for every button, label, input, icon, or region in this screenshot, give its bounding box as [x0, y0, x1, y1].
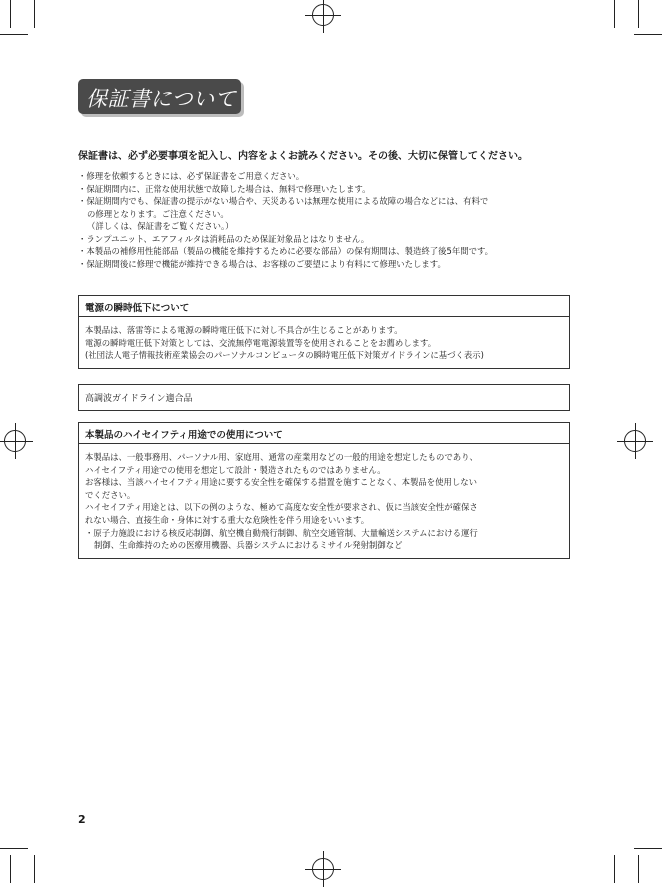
- high-safety-box: [78, 422, 570, 559]
- crop-mark: [614, 855, 615, 883]
- power-dip-box: [78, 295, 570, 369]
- lead-text: 保証書は、必ず必要事項を記入し、内容をよくお読みください。その後、大切に保管してください。: [78, 151, 528, 162]
- crop-mark: [634, 848, 662, 849]
- section-title: 保証書について: [86, 87, 237, 111]
- high-safety-line: 制御、生命維持のための医療用機器、兵器システムにおけるミサイル発射制御など: [94, 540, 403, 551]
- high-safety-line: ハイセイフティ用途での使用を想定して設計・製造されたものではありません。: [85, 464, 386, 475]
- power-dip-line: 本製品は、落雷等による電源の瞬時電圧低下に対し不具合が生じることがあります。: [85, 325, 403, 335]
- bullet-line: ・保証期間内に、正常な使用状態で故障した場合は、無料で修理いたします。: [78, 183, 371, 194]
- page-number: 2: [78, 813, 86, 826]
- bullet-line: ・ランプユニット、エアフィルタは消耗品のため保証対象品とはなりません。: [78, 233, 370, 244]
- registration-mark-right: [624, 430, 646, 452]
- high-safety-line: 本製品は、一般事務用、パーソナル用、家庭用、通常の産業用などの一般的用途を想定したものであり、: [85, 452, 478, 462]
- high-safety-line: ・原子力施設における核反応制御、航空機自動飛行制御、航空交通管制、大量輸送システムにおける運行: [85, 527, 478, 538]
- high-safety-line: ハイセイフティ用途とは、以下の例のような、極めて高度な安全性が要求され、仮に当該安全性が確保さ: [85, 502, 478, 513]
- crop-mark: [638, 0, 639, 28]
- registration-mark-left: [4, 430, 26, 452]
- bullet-line: の修理となります。ご注意ください。: [87, 208, 229, 219]
- bullet-line: ・修理を依頼するときには、必ず保証書をご用意ください。: [78, 171, 305, 181]
- high-safety-body: [79, 444, 569, 558]
- bullet-line: ・保証期間内でも、保証書の提示がない場合や、天災あるいは無理な使用による故障の場合などには、有料で: [78, 196, 489, 206]
- harmonic-box: [78, 384, 570, 411]
- high-safety-line: れない場合、直接生命・身体に対する重大な危険性を伴う用途をいいます。: [85, 514, 370, 525]
- warranty-notes: [78, 170, 578, 270]
- power-dip-heading: 電源の瞬時低下について: [85, 303, 190, 314]
- crop-mark: [634, 34, 662, 35]
- power-dip-line: 電源の瞬時電圧低下対策としては、交流無停電電源装置等を使用されることをお薦めします。: [85, 337, 437, 348]
- high-safety-line: でください。: [85, 489, 136, 500]
- crop-mark: [10, 855, 11, 883]
- crop-mark: [638, 855, 639, 883]
- crop-mark: [0, 848, 28, 849]
- bullet-line: （詳しくは、保証書をご覧ください。）: [87, 221, 234, 231]
- power-dip-body: [79, 317, 569, 368]
- crop-mark: [10, 0, 11, 28]
- bullet-line: ・本製品の補修用性能部品（製品の機能を維持するために必要な部品）の保有期間は、製造終了後5年間です。: [78, 246, 494, 256]
- crop-mark: [0, 34, 28, 35]
- registration-mark-bottom: [312, 858, 334, 880]
- power-dip-line: (社団法人電子情報技術産業協会のパーソナルコンピュータの瞬時電圧低下対策ガイドラインに基づく表示): [85, 350, 484, 361]
- high-safety-line: お客様は、当該ハイセイフティ用途に要する安全性を確保する措置を施すことなく、本製品を使用しない: [85, 477, 478, 488]
- crop-mark: [614, 0, 615, 28]
- high-safety-heading: 本製品のハイセイフティ用途での使用について: [85, 430, 283, 441]
- crop-mark: [34, 0, 35, 28]
- harmonic-text: 高調波ガイドライン適合品: [85, 394, 193, 404]
- registration-mark-top: [312, 4, 334, 26]
- section-title-box: [78, 79, 241, 114]
- crop-mark: [34, 855, 35, 883]
- bullet-line: ・保証期間後に修理で機能が維持できる場合は、お客様のご要望により有料にて修理いたします。: [78, 258, 446, 269]
